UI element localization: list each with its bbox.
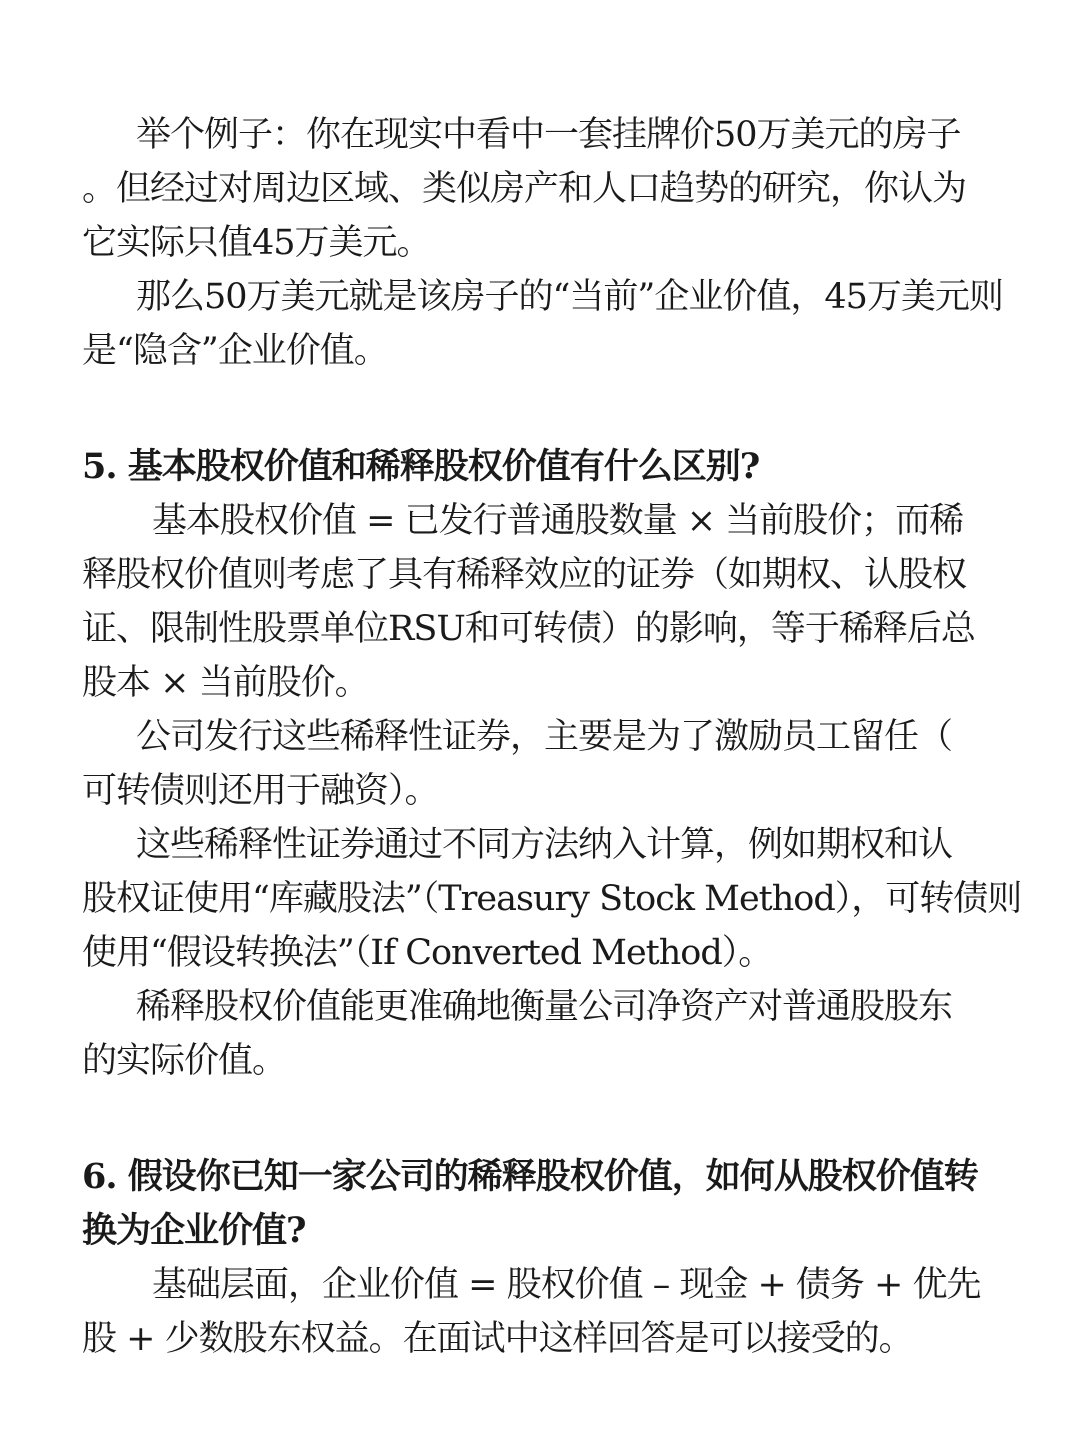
- text-line: 基本股权价值 = 已发行普通股数量 × 当前股价；而稀: [152, 501, 964, 541]
- text-line: 股本 × 当前股价。: [82, 663, 369, 703]
- text-line: 举个例子：你在现实中看中一套挂牌价50万美元的房子: [136, 115, 961, 155]
- question-6-heading: [82, 1150, 998, 1258]
- q5-paragraph-4: [82, 980, 998, 1088]
- text-line: 股 + 少数股东权益。在面试中这样回答是可以接受的。: [82, 1319, 913, 1359]
- document-page: [82, 108, 1022, 1366]
- text-line: 基础层面，企业价值 = 股权价值 – 现金 + 债务 + 优先: [152, 1265, 981, 1305]
- q5-paragraph-3: [82, 818, 1022, 980]
- section-gap: [82, 1088, 998, 1150]
- text-line: 公司发行这些稀释性证券，主要是为了激励员工留任（: [136, 717, 953, 757]
- text-line: 证、限制性股票单位RSU和可转债）的影响，等于稀释后总: [82, 609, 975, 649]
- text-line: 使用“假设转换法”（If Converted Method）。: [82, 933, 773, 973]
- heading-line: 换为企业价值?: [82, 1210, 306, 1251]
- text-line: 是“隐含”企业价值。: [82, 331, 388, 371]
- section-gap: [82, 378, 998, 440]
- q5-paragraph-1: [82, 494, 998, 710]
- text-line: 释股权价值则考虑了具有稀释效应的证券（如期权、认股权: [82, 555, 967, 595]
- example-conclusion-paragraph: [82, 270, 1003, 378]
- text-line: 。但经过对周边区域、类似房产和人口趋势的研究，你认为: [82, 169, 967, 209]
- question-5-heading: 5. 基本股权价值和稀释股权价值有什么区别?: [82, 446, 760, 487]
- heading-line: 6. 假设你已知一家公司的稀释股权价值，如何从股权价值转: [82, 1156, 978, 1197]
- text-line: 的实际价值。: [82, 1041, 287, 1081]
- text-line: 可转债则还用于融资）。: [82, 771, 439, 811]
- q5-paragraph-2: [82, 710, 998, 818]
- text-line: 这些稀释性证券通过不同方法纳入计算，例如期权和认: [136, 825, 953, 865]
- q6-paragraph-1: [82, 1258, 998, 1366]
- example-paragraph: [82, 108, 998, 270]
- text-line: 那么50万美元就是该房子的“当前”企业价值，45万美元则: [136, 277, 1003, 317]
- text-line: 它实际只值45万美元。: [82, 223, 431, 263]
- text-line: 股权证使用“库藏股法”（Treasury Stock Method），可转债则: [82, 879, 1022, 919]
- text-line: 稀释股权价值能更准确地衡量公司净资产对普通股股东: [136, 987, 953, 1027]
